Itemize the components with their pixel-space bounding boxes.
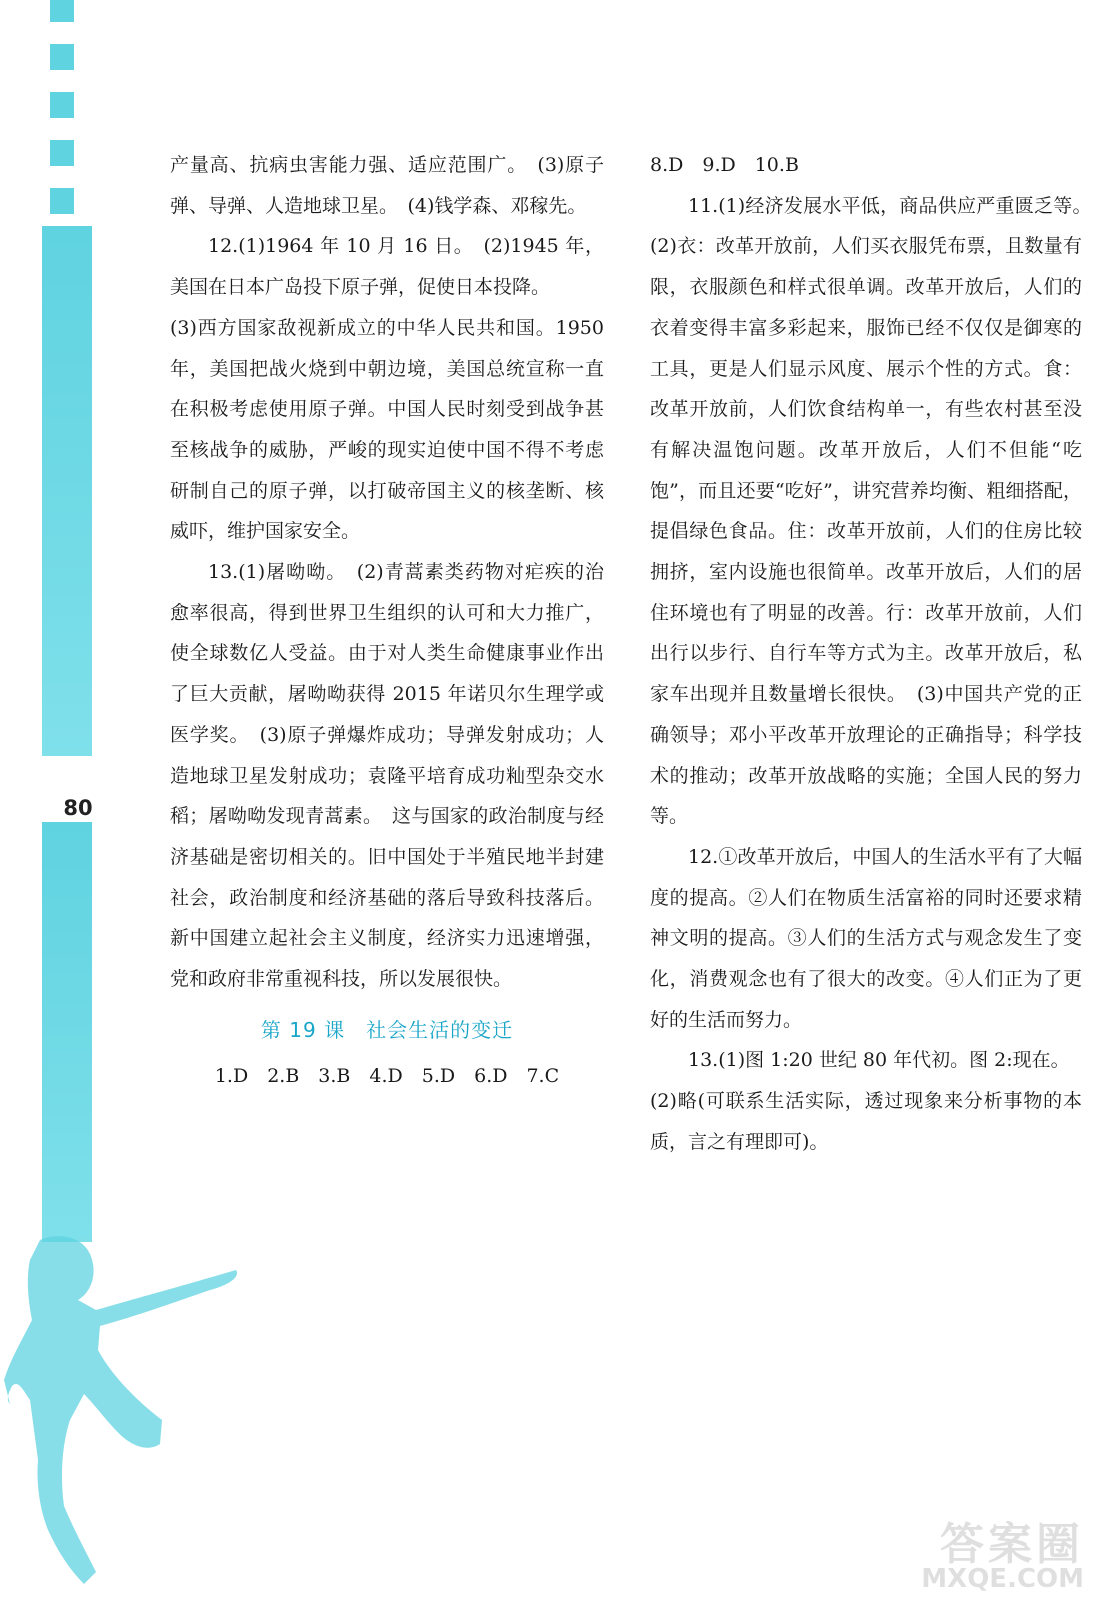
right-column bbox=[650, 145, 1102, 1163]
sidebar-block bbox=[50, 44, 74, 70]
watermark-text-en: MXQE.COM bbox=[921, 1564, 1084, 1594]
sidebar-block bbox=[50, 140, 74, 166]
answer-paragraph: 13.(1)图 1:20 世纪 80 年代初。图 2:现在。 bbox=[688, 1049, 1070, 1072]
left-column bbox=[170, 145, 604, 1097]
answer-paragraph: 11.(1)经济发展水平低，商品供应严重匮乏等。 (2)衣：改革开放前，人们买衣服凭布票，且数量有限，衣服颜色和样式很单调。改革开放后，人们的衣着变得丰富多彩起来，服饰已经不仅仅是御寒的工具，更是人们显示风度、展示个性的方式。食：改革开放前，人们饮食结构单一，有些农村甚至没有解决温饱问题。改革开放后，人们不但能“吃饱”，而且还要“吃好”，讲究营养均衡、粗细搭配，提倡绿色食品。住：改革开放前，人们的住房比较拥挤，室内设施也很简单。改革开放后，人们的居住环境也有了明显的改善。行：改革开放前，人们出行以步行、自行车等方式为主。改革开放后，私家车出现并且数量增长很快。 (3)中国共产党的正确领导；邓小平改革开放理论的正确指导；科学技术的推动；改革开放战略的实施；全国人民的努力等。 bbox=[650, 194, 1102, 828]
answer-paragraph: (2)略(可联系生活实际，透过现象来分析事物的本质，言之有理即可)。 bbox=[650, 1090, 1082, 1153]
answer-paragraph: 12.(1)1964 年 10 月 16 日。 (2)1945 年，美国在日本广岛投下原子弹，促使日本投降。 bbox=[170, 235, 604, 299]
lesson-heading: 第 19 课 社会生活的变迁 bbox=[260, 1017, 514, 1042]
running-child-silhouette-icon bbox=[4, 1236, 237, 1584]
answer-paragraph: 产量高、抗病虫害能力强、适应范围广。 (3)原子弹、导弹、人造地球卫星。 (4)钱学森、邓稼先。 bbox=[170, 154, 604, 217]
sidebar-block bbox=[50, 188, 74, 214]
choice-answers: 8.D 9.D 10.B bbox=[650, 154, 799, 176]
sidebar-bar-lower bbox=[42, 822, 92, 1242]
answer-paragraph: 12.①改革开放后，中国人的生活水平有了大幅度的提高。②人们在物质生活富裕的同时还要求精神文明的提高。③人们的生活方式与观念发生了变化，消费观念也有了很大的改变。④人们正为了更好的生活而努力。 bbox=[650, 845, 1082, 1031]
sidebar-block bbox=[50, 92, 74, 118]
answer-paragraph: (3)西方国家敌视新成立的中华人民共和国。1950 年，美国把战火烧到中朝边境，美国总统宣称一直在积极考虑使用原子弹。中国人民时刻受到战争甚至核战争的威胁，严峻的现实迫使中国不得不考虑研制自己的原子弹，以打破帝国主义的核垄断、核威吓，维护国家安全。 bbox=[170, 316, 604, 543]
choice-answers: 1.D 2.B 3.B 4.D 5.D 6.D 7.C bbox=[214, 1065, 560, 1088]
watermark-logo bbox=[884, 1508, 1084, 1594]
page-number: 80 bbox=[63, 796, 93, 820]
answer-paragraph: 13.(1)屠呦呦。 (2)青蒿素类药物对疟疾的治愈率很高，得到世界卫生组织的认可和大力推广，使全球数亿人受益。由于对人类生命健康事业作出了巨大贡献，屠呦呦获得 2015 年诺贝尔生理学或医学奖。 (3)原子弹爆炸成功；导弹发射成功；人造地球卫星发射成功；袁隆平培育成功籼型杂交水稻；屠呦呦发现青蒿素。 这与国家的政治制度与经济基础是密切相关的。旧中国处于半殖民地半封建社会，政治制度和经济基础的落后导致科技落后。新中国建立起社会主义制度，经济实力迅速增强，党和政府非常重视科技，所以发展很快。 bbox=[170, 561, 604, 991]
sidebar-bar-upper bbox=[42, 226, 92, 756]
sidebar-block bbox=[50, 0, 74, 22]
watermark-text-cn: 答案圈 bbox=[940, 1519, 1084, 1570]
